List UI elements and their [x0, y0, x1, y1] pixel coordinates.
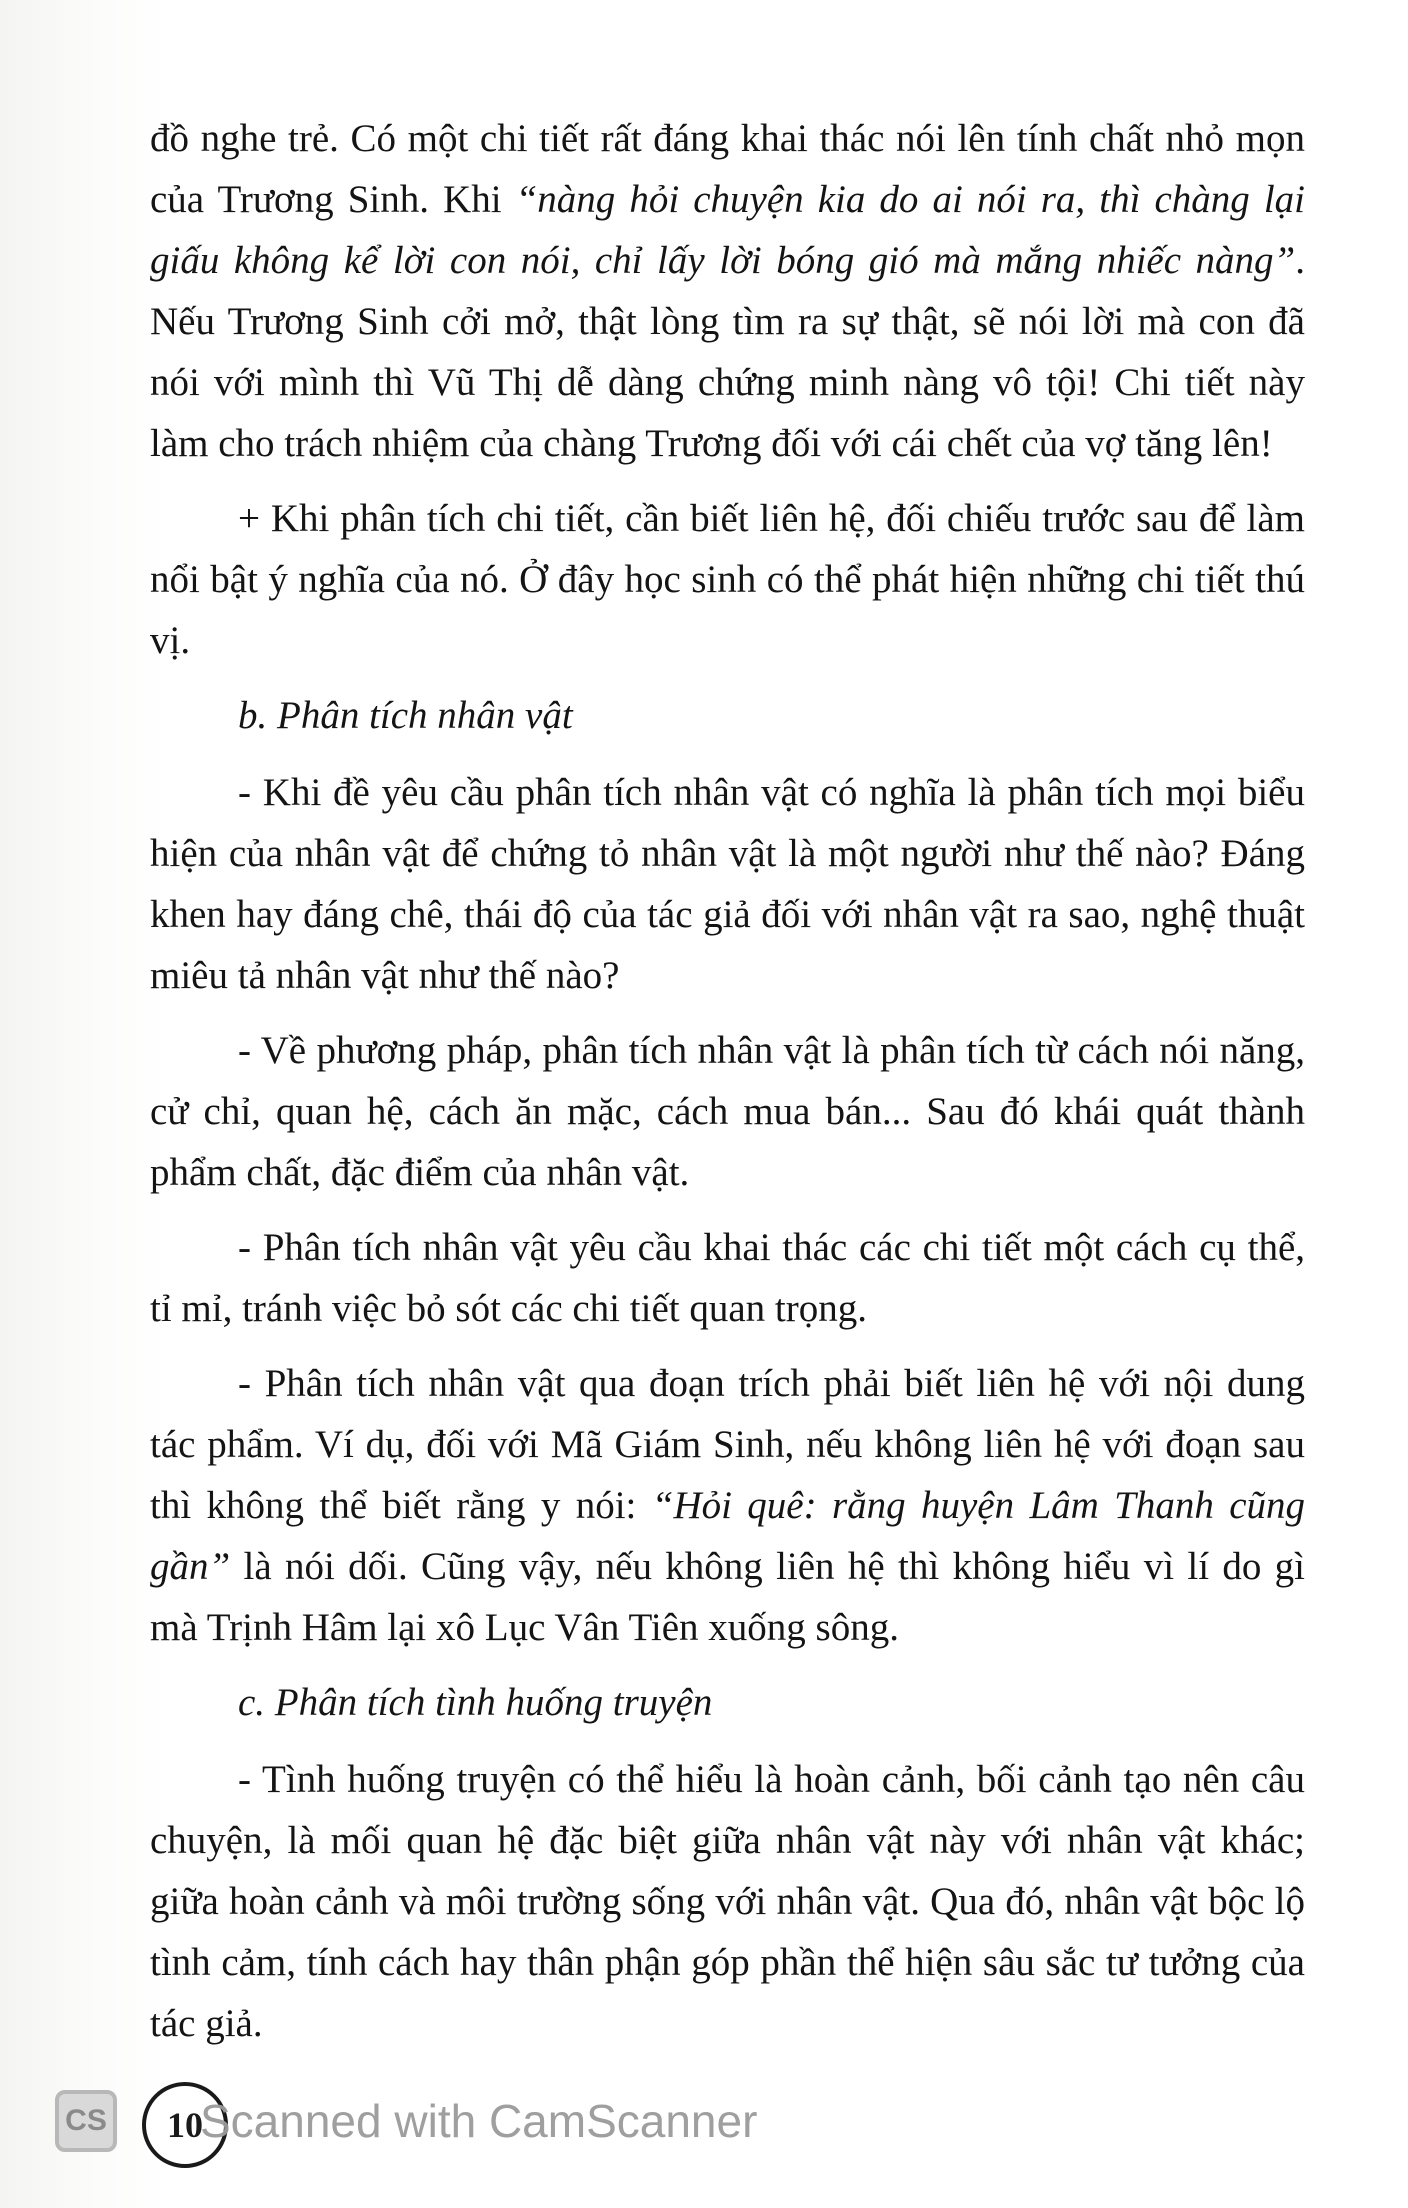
section-heading-c: c. Phân tích tình huống truyện — [238, 1681, 713, 1724]
paragraph-continued — [150, 108, 1305, 474]
paragraph: - Tình huống truyện có thể hiểu là hoàn cảnh, bối cảnh tạo nên câu chuyện, là mối quan hệ đặc biệt giữa nhân vật này với nhân vật khác; giữa hoàn cảnh và môi trường sống với nhân vật. Qua đó, nhân vật bộc lộ tình cảm, tính cách hay thân phận góp phần thể hiện sâu sắc tư tưởng của tác giả. — [150, 1758, 1305, 2045]
page-number: 10 — [142, 2082, 228, 2168]
page-footer — [55, 2082, 955, 2172]
scanner-watermark: Scanned with CamScanner — [200, 2095, 758, 2147]
body-text — [150, 108, 1305, 2068]
paragraph: - Phân tích nhân vật yêu cầu khai thác các chi tiết một cách cụ thể, tỉ mỉ, tránh việc bỏ sót các chi tiết quan trọng. — [150, 1226, 1305, 1330]
text-run: đồ nghe trẻ. Có một chi tiết rất đáng khai thác nói lên tính chất nhỏ mọn của Trương Sinh. Khi — [150, 117, 1305, 221]
quote-italic: “Hỏi quê: rằng huyện Lâm Thanh cũng gần” — [150, 1484, 1306, 1588]
paragraph: + Khi phân tích chi tiết, cần biết liên hệ, đối chiếu trước sau để làm nổi bật ý nghĩa của nó. Ở đây học sinh có thể phát hiện những chi tiết thú vị. — [150, 497, 1305, 662]
text-run: - Phân tích nhân vật qua đoạn trích phải biết liên hệ với nội dung tác phẩm. Ví dụ, đối với Mã Giám Sinh, nếu không liên hệ với đoạn sau thì không thể biết rằng y nói: — [150, 1362, 1305, 1527]
paragraph: - Về phương pháp, phân tích nhân vật là phân tích từ cách nói năng, cử chỉ, quan hệ, cách ăn mặc, cách mua bán... Sau đó khái quát thành phẩm chất, đặc điểm của nhân vật. — [150, 1029, 1305, 1194]
paragraph — [150, 1353, 1305, 1658]
camscanner-logo-icon: CS — [55, 2090, 117, 2152]
section-heading-b: b. Phân tích nhân vật — [238, 694, 573, 737]
text-run: . Nếu Trương Sinh cởi mở, thật lòng tìm ra sự thật, sẽ nói lời mà con đã nói với mình thì Vũ Thị dễ dàng chứng minh nàng vô tội! Chi tiết này làm cho trách nhiệm của chàng Trương đối với cái chết của vợ tăng lên! — [150, 239, 1305, 465]
quote-italic: “nàng hỏi chuyện kia do ai nói ra, thì chàng lại giấu không kể lời con nói, chỉ lấy lời bóng gió mà mắng nhiếc nàng” — [150, 178, 1305, 282]
paragraph: - Khi đề yêu cầu phân tích nhân vật có nghĩa là phân tích mọi biểu hiện của nhân vật để chứng tỏ nhân vật là một người như thế nào? Đáng khen hay đáng chê, thái độ của tác giả đối với nhân vật ra sao, nghệ thuật miêu tả nhân vật như thế nào? — [150, 771, 1305, 997]
text-run: là nói dối. Cũng vậy, nếu không liên hệ thì không hiểu vì lí do gì mà Trịnh Hâm lại xô Lục Vân Tiên xuống sông. — [150, 1545, 1305, 1649]
